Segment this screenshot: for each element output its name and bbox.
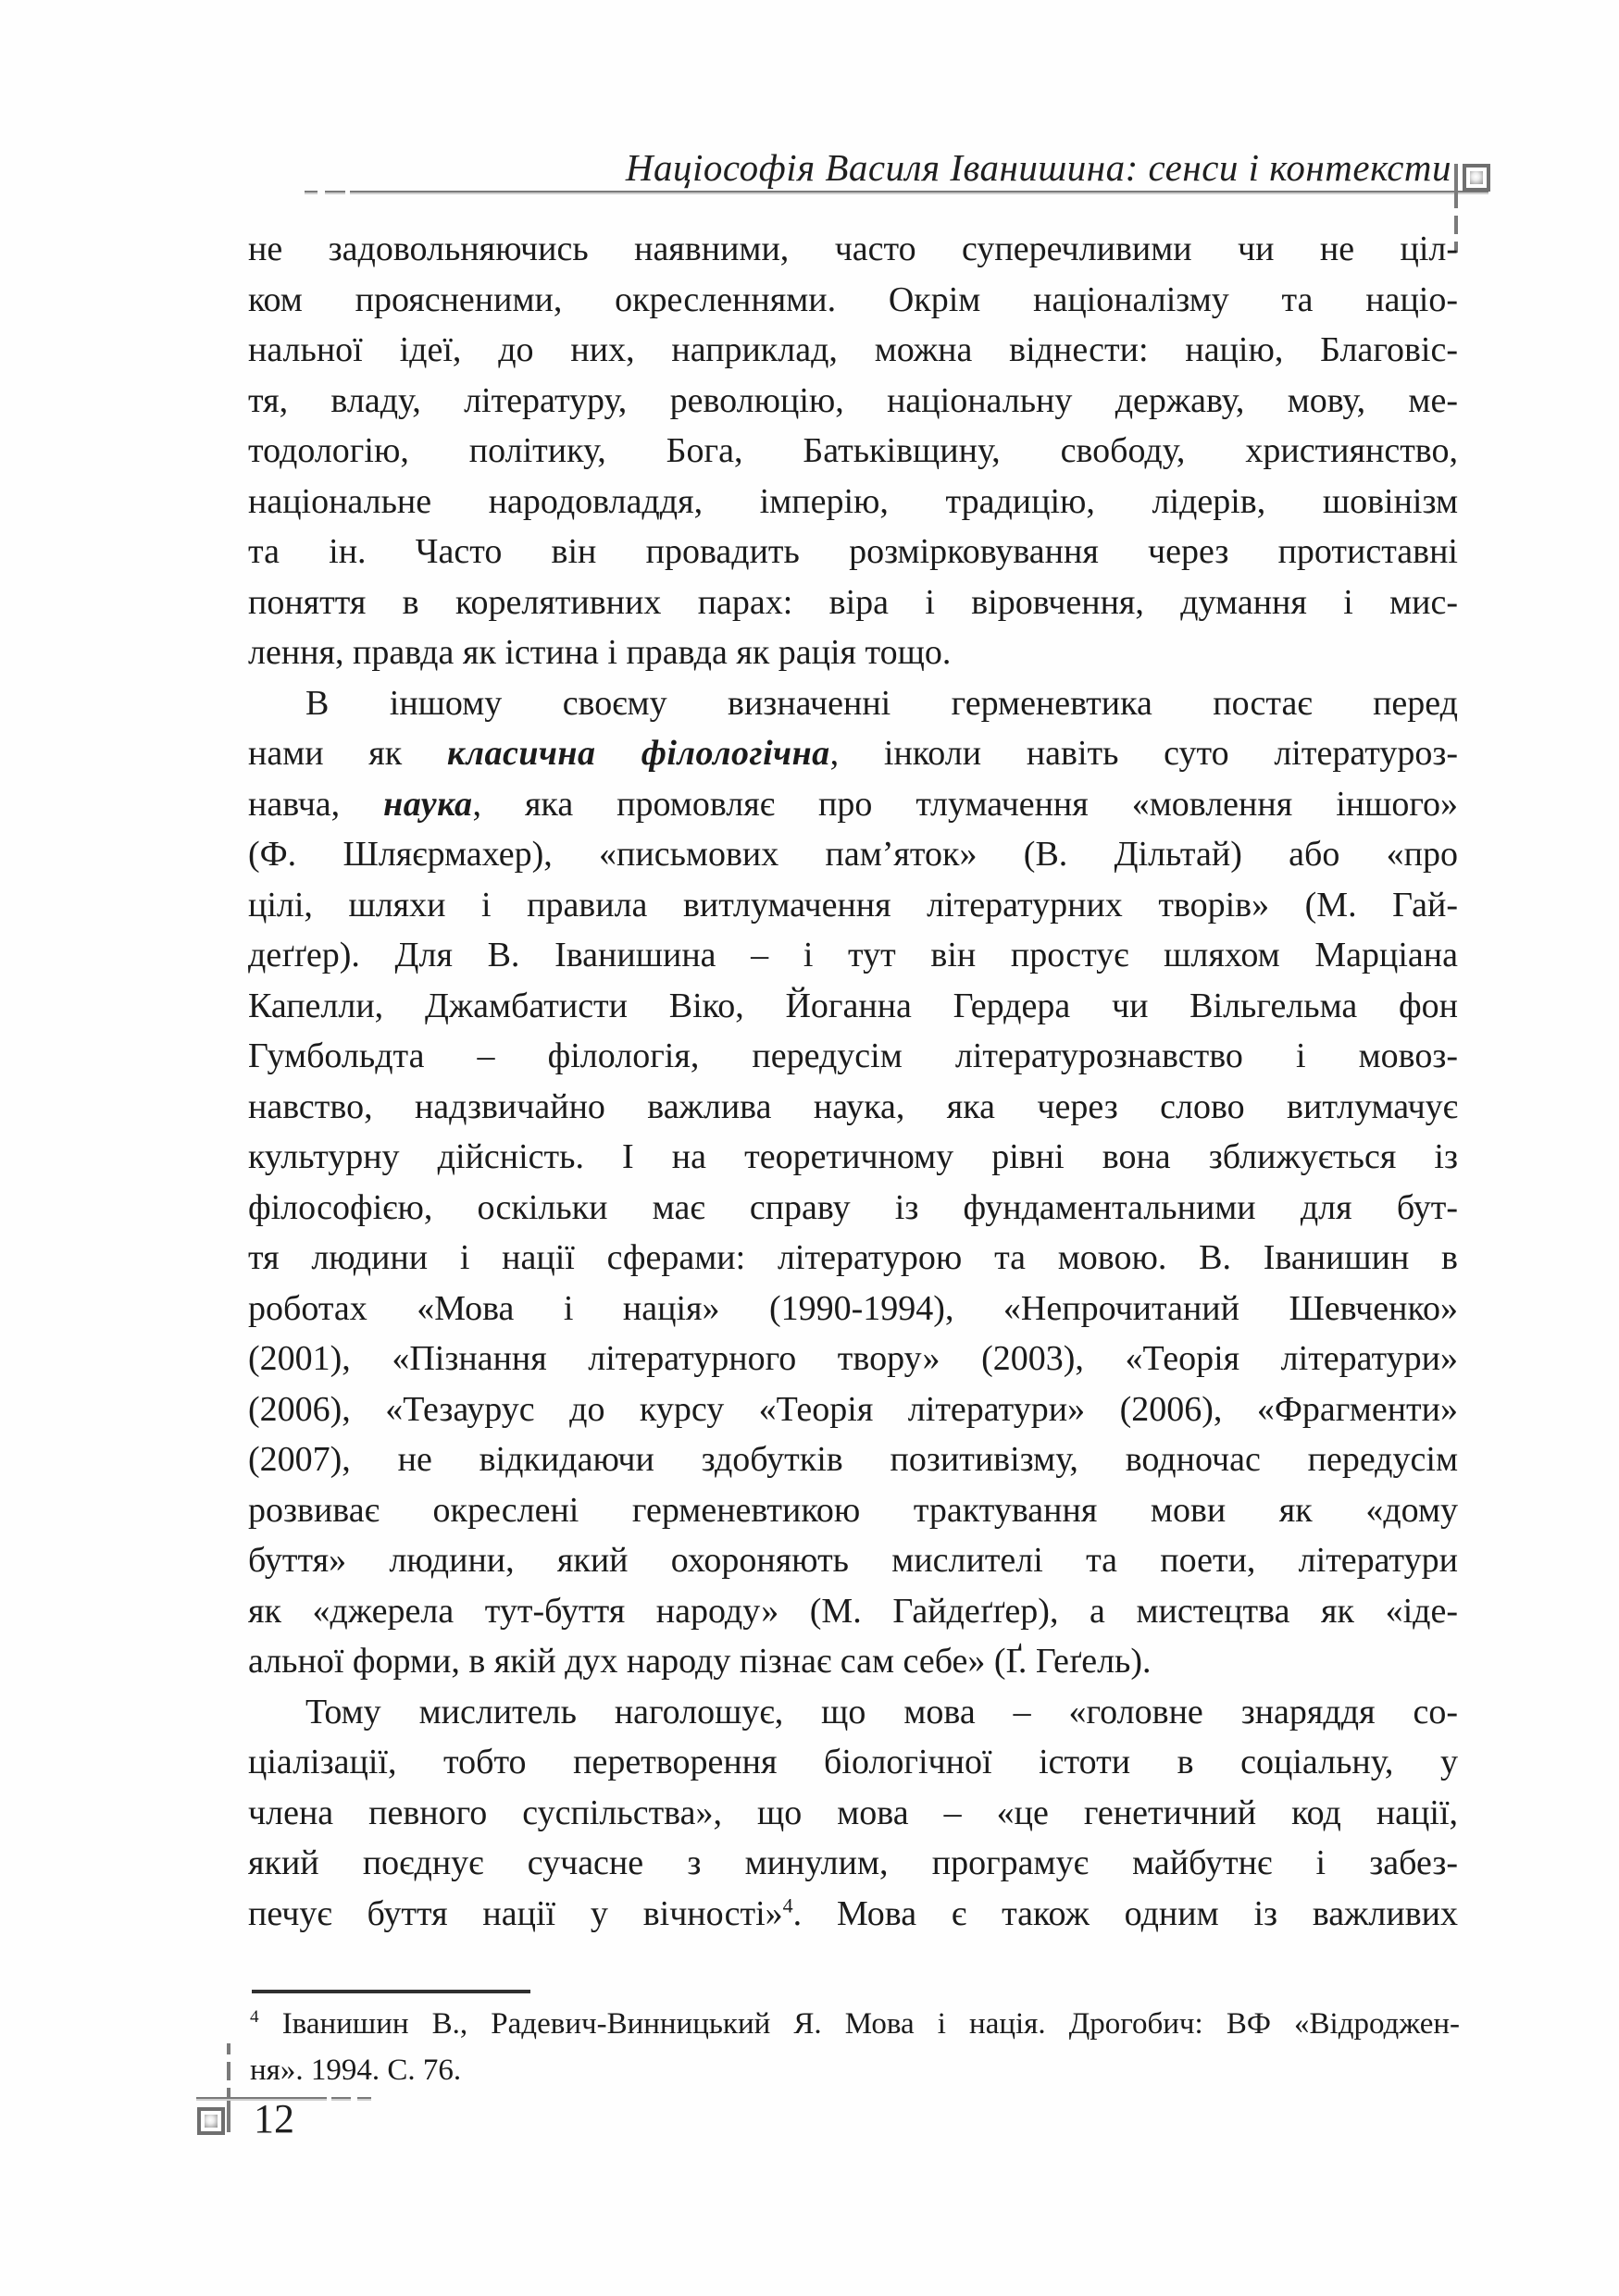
paragraph xyxy=(248,1687,1458,1940)
text-line: не задовольняючись наявними, часто суперечливими чи не ціл- xyxy=(248,230,1458,268)
text-line: філософією, оскільки має справу із фундаментальними для бут- xyxy=(248,1187,1458,1227)
text-line: деґґер). Для В. Іванишина – і тут він простує шляхом Марціана xyxy=(248,936,1458,974)
text-line: Тому мислитель наголошує, що мова – «головне знаряддя со- xyxy=(305,1692,1458,1731)
text-line: буття» людини, який охороняють мислителі та поети, літератури xyxy=(248,1541,1458,1580)
footnote xyxy=(250,2001,1460,2093)
header-rule-dash xyxy=(305,191,318,194)
text-line: печує буття нації у вічності»$^4$. Мова є також одним із важливих xyxy=(248,1893,1458,1933)
footer-rule-dash xyxy=(357,2097,371,2101)
footer-rule-dash xyxy=(331,2097,351,2101)
text-line: національне народовладдя, імперію, традицію, лідерів, шовінізм xyxy=(248,481,1458,521)
text-line: (2006), «Тезаурус до курсу «Теорія літератури» (2006), «Фрагменти» xyxy=(248,1389,1458,1429)
text-line: ціалізації, тобто перетворення біологічної істоти в соціальну, у xyxy=(248,1743,1458,1781)
text-line: нами як класична філологічна, інколи навіть суто літературоз- xyxy=(248,734,1458,773)
running-header-title: Націософія Василя Іванишина: сенси і контексти xyxy=(625,146,1451,189)
ornament-square-icon xyxy=(197,2107,225,2135)
header-rule-dash xyxy=(325,191,345,194)
ornament-vertical-line xyxy=(1454,164,1458,208)
ornament-square-inner xyxy=(1470,171,1483,184)
text-line: та ін. Часто він провадить розмірковування через протиставні xyxy=(248,532,1458,571)
text-line: тодологію, політику, Бога, Батьківщину, свободу, християнство, xyxy=(248,431,1458,470)
text-line: ком проясненими, окресленнями. Окрім націоналізму та націо- xyxy=(248,279,1458,319)
ornament-vertical-dash xyxy=(227,2043,230,2054)
text-line: нальної ідеї, до них, наприклад, можна віднести: націю, Благовіс- xyxy=(248,330,1458,369)
text-line: розвиває окреслені герменевтикою трактування мови як «дому xyxy=(248,1490,1458,1530)
footnote-separator xyxy=(252,1990,530,1993)
ornament-square-inner xyxy=(205,2115,218,2128)
text-line: (Ф. Шляєрмахер), «письмових пам’яток» (В. Дільтай) або «про xyxy=(248,835,1458,874)
page-number: 12 xyxy=(254,2096,294,2141)
body-text xyxy=(248,224,1458,1939)
text-line: (2001), «Пізнання літературного твору» (2003), «Теорія літератури» xyxy=(248,1339,1458,1378)
text-line: поняття в корелятивних парах: віра і віровчення, думання і мис- xyxy=(248,582,1458,622)
text-line: який поєднує сучасне з минулим, програмує майбутнє і забез- xyxy=(248,1843,1458,1882)
header-rule xyxy=(350,191,1488,194)
text-line: тя людини і нації сферами: літературою та мовою. В. Іванишин в xyxy=(248,1238,1458,1277)
text-line: як «джерела тут-буття народу» (М. Гайдеґґер), а мистецтва як «іде- xyxy=(248,1591,1458,1631)
text-line: ня». 1994. С. 76. xyxy=(250,2054,462,2087)
ornament-square-icon xyxy=(1463,164,1490,192)
text-line: Гумбольдта – філологія, передусім літературознавство і мовоз- xyxy=(248,1036,1458,1075)
text-line: тя, владу, літературу, революцію, національну державу, мову, ме- xyxy=(248,380,1458,420)
text-line: члена певного суспільства», що мова – «це генетичний код нації, xyxy=(248,1793,1458,1832)
text-line: культурну дійсність. І на теоретичному рівні вона зближується із xyxy=(248,1137,1458,1176)
text-line: (2007), не відкидаючи здобутків позитивізму, водночас передусім xyxy=(248,1440,1458,1479)
text-line: $^4$ Іванишин В., Радевич-Винницький Я. Мова і нація. Дрогобич: ВФ «Відроджен- xyxy=(250,2007,1460,2041)
text-line: цілі, шляхи і правила витлумачення літературних творів» (М. Гай- xyxy=(248,885,1458,925)
text-line: навство, надзвичайно важлива наука, яка через слово витлумачує xyxy=(248,1086,1458,1126)
text-line: роботах «Мова і нація» (1990-1994), «Непрочитаний Шевченко» xyxy=(248,1288,1458,1328)
ornament-vertical-dash xyxy=(227,2062,230,2080)
paragraph xyxy=(248,224,1458,678)
text-line: навча, наука, яка промовляє про тлумачення «мовлення іншого» xyxy=(248,784,1458,824)
paragraph xyxy=(248,678,1458,1687)
text-line: Капелли, Джамбатисти Віко, Йоганна Гердера чи Вільгельма фон xyxy=(248,986,1458,1025)
text-line: лення, правда як істина і правда як рація тощо. xyxy=(248,633,952,672)
text-line: В іншому своєму визначенні герменевтика постає перед xyxy=(305,683,1458,723)
text-line: альної форми, в якій дух народу пізнає сам себе» (Ґ. Геґель). xyxy=(248,1642,1152,1681)
ornament-vertical-line xyxy=(227,2088,230,2132)
